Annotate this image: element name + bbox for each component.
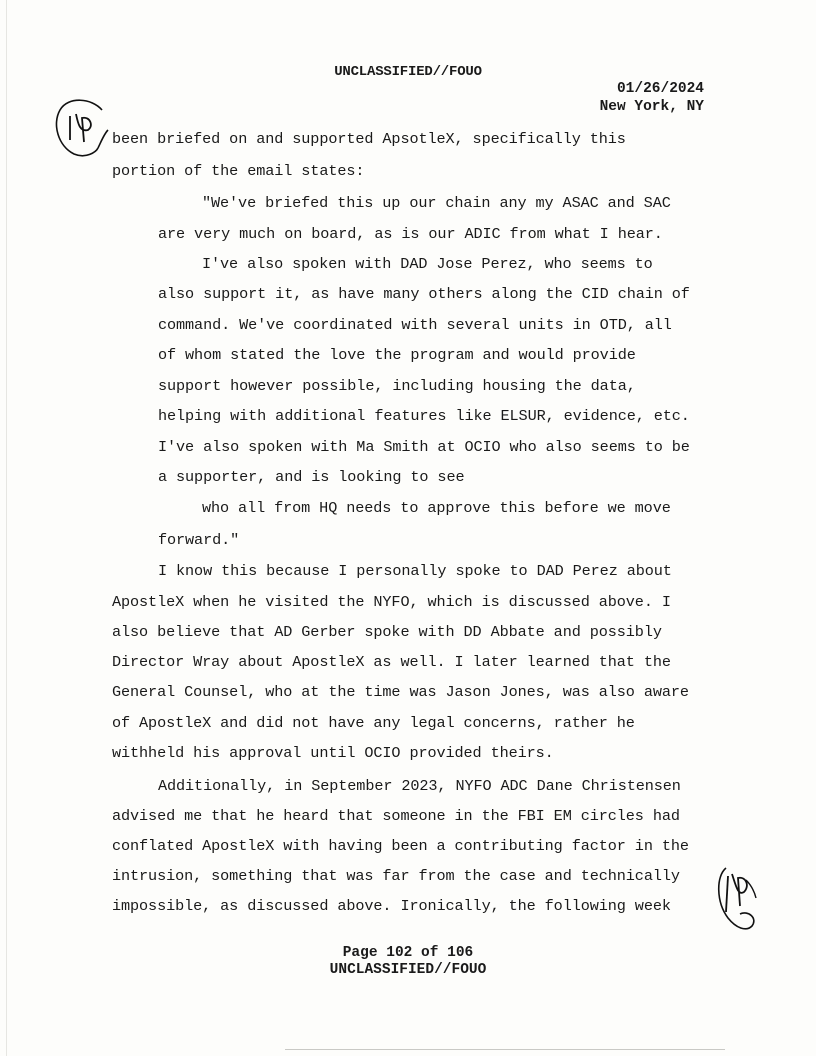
page-footer bbox=[0, 945, 816, 979]
body-line: advised me that he heard that someone in the FBI EM circles had bbox=[112, 807, 680, 825]
scan-edge bbox=[6, 0, 7, 1056]
body-line: Additionally, in September 2023, NYFO ADC Dane Christensen bbox=[158, 777, 681, 795]
body-line: ApostleX when he visited the NYFO, which is discussed above. I bbox=[112, 593, 671, 611]
body-line: of ApostleX and did not have any legal concerns, rather he bbox=[112, 714, 635, 732]
document-location: New York, NY bbox=[599, 99, 704, 115]
body-line: intrusion, something that was far from the case and technically bbox=[112, 867, 680, 885]
body-line: withheld his approval until OCIO provided theirs. bbox=[112, 744, 554, 762]
document-date: 01/26/2024 bbox=[616, 81, 704, 97]
body-line: helping with additional features like ELSUR, evidence, etc. bbox=[158, 407, 690, 425]
body-line: of whom stated the love the program and would provide bbox=[158, 346, 636, 364]
date-location-block bbox=[600, 80, 704, 116]
body-line: I know this because I personally spoke to DAD Perez about bbox=[158, 562, 672, 580]
body-line: I've also spoken with DAD Jose Perez, who seems to bbox=[202, 255, 653, 273]
handwritten-initials-icon bbox=[52, 94, 112, 160]
body-line: been briefed on and supported ApsotleX, specifically this bbox=[112, 130, 626, 148]
body-line: I've also spoken with Ma Smith at OCIO who also seems to be bbox=[158, 438, 690, 456]
body-line: also believe that AD Gerber spoke with DD Abbate and possibly bbox=[112, 623, 662, 641]
body-line: support however possible, including housing the data, bbox=[158, 377, 636, 395]
body-line: impossible, as discussed above. Ironically, the following week bbox=[112, 897, 671, 915]
body-line: command. We've coordinated with several units in OTD, all bbox=[158, 316, 672, 334]
body-line: are very much on board, as is our ADIC from what I hear. bbox=[158, 225, 663, 243]
body-line: "We've briefed this up our chain any my ASAC and SAC bbox=[202, 194, 671, 212]
body-line: Director Wray about ApostleX as well. I later learned that the bbox=[112, 653, 671, 671]
body-line: portion of the email states: bbox=[112, 162, 365, 180]
classification-banner-top: UNCLASSIFIED//FOUO bbox=[334, 64, 482, 80]
scan-bottom-rule bbox=[285, 1049, 725, 1050]
classification-banner-bottom: UNCLASSIFIED//FOUO bbox=[329, 962, 487, 978]
body-line: also support it, as have many others along the CID chain of bbox=[158, 285, 690, 303]
body-line: General Counsel, who at the time was Jason Jones, was also aware bbox=[112, 683, 689, 701]
handwritten-initials-icon bbox=[712, 862, 762, 936]
page-number: Page 102 of 106 bbox=[342, 945, 474, 961]
body-line: who all from HQ needs to approve this before we move bbox=[202, 499, 671, 517]
body-line: conflated ApostleX with having been a contributing factor in the bbox=[112, 837, 689, 855]
body-line: a supporter, and is looking to see bbox=[158, 468, 465, 486]
body-line: forward." bbox=[158, 531, 240, 549]
